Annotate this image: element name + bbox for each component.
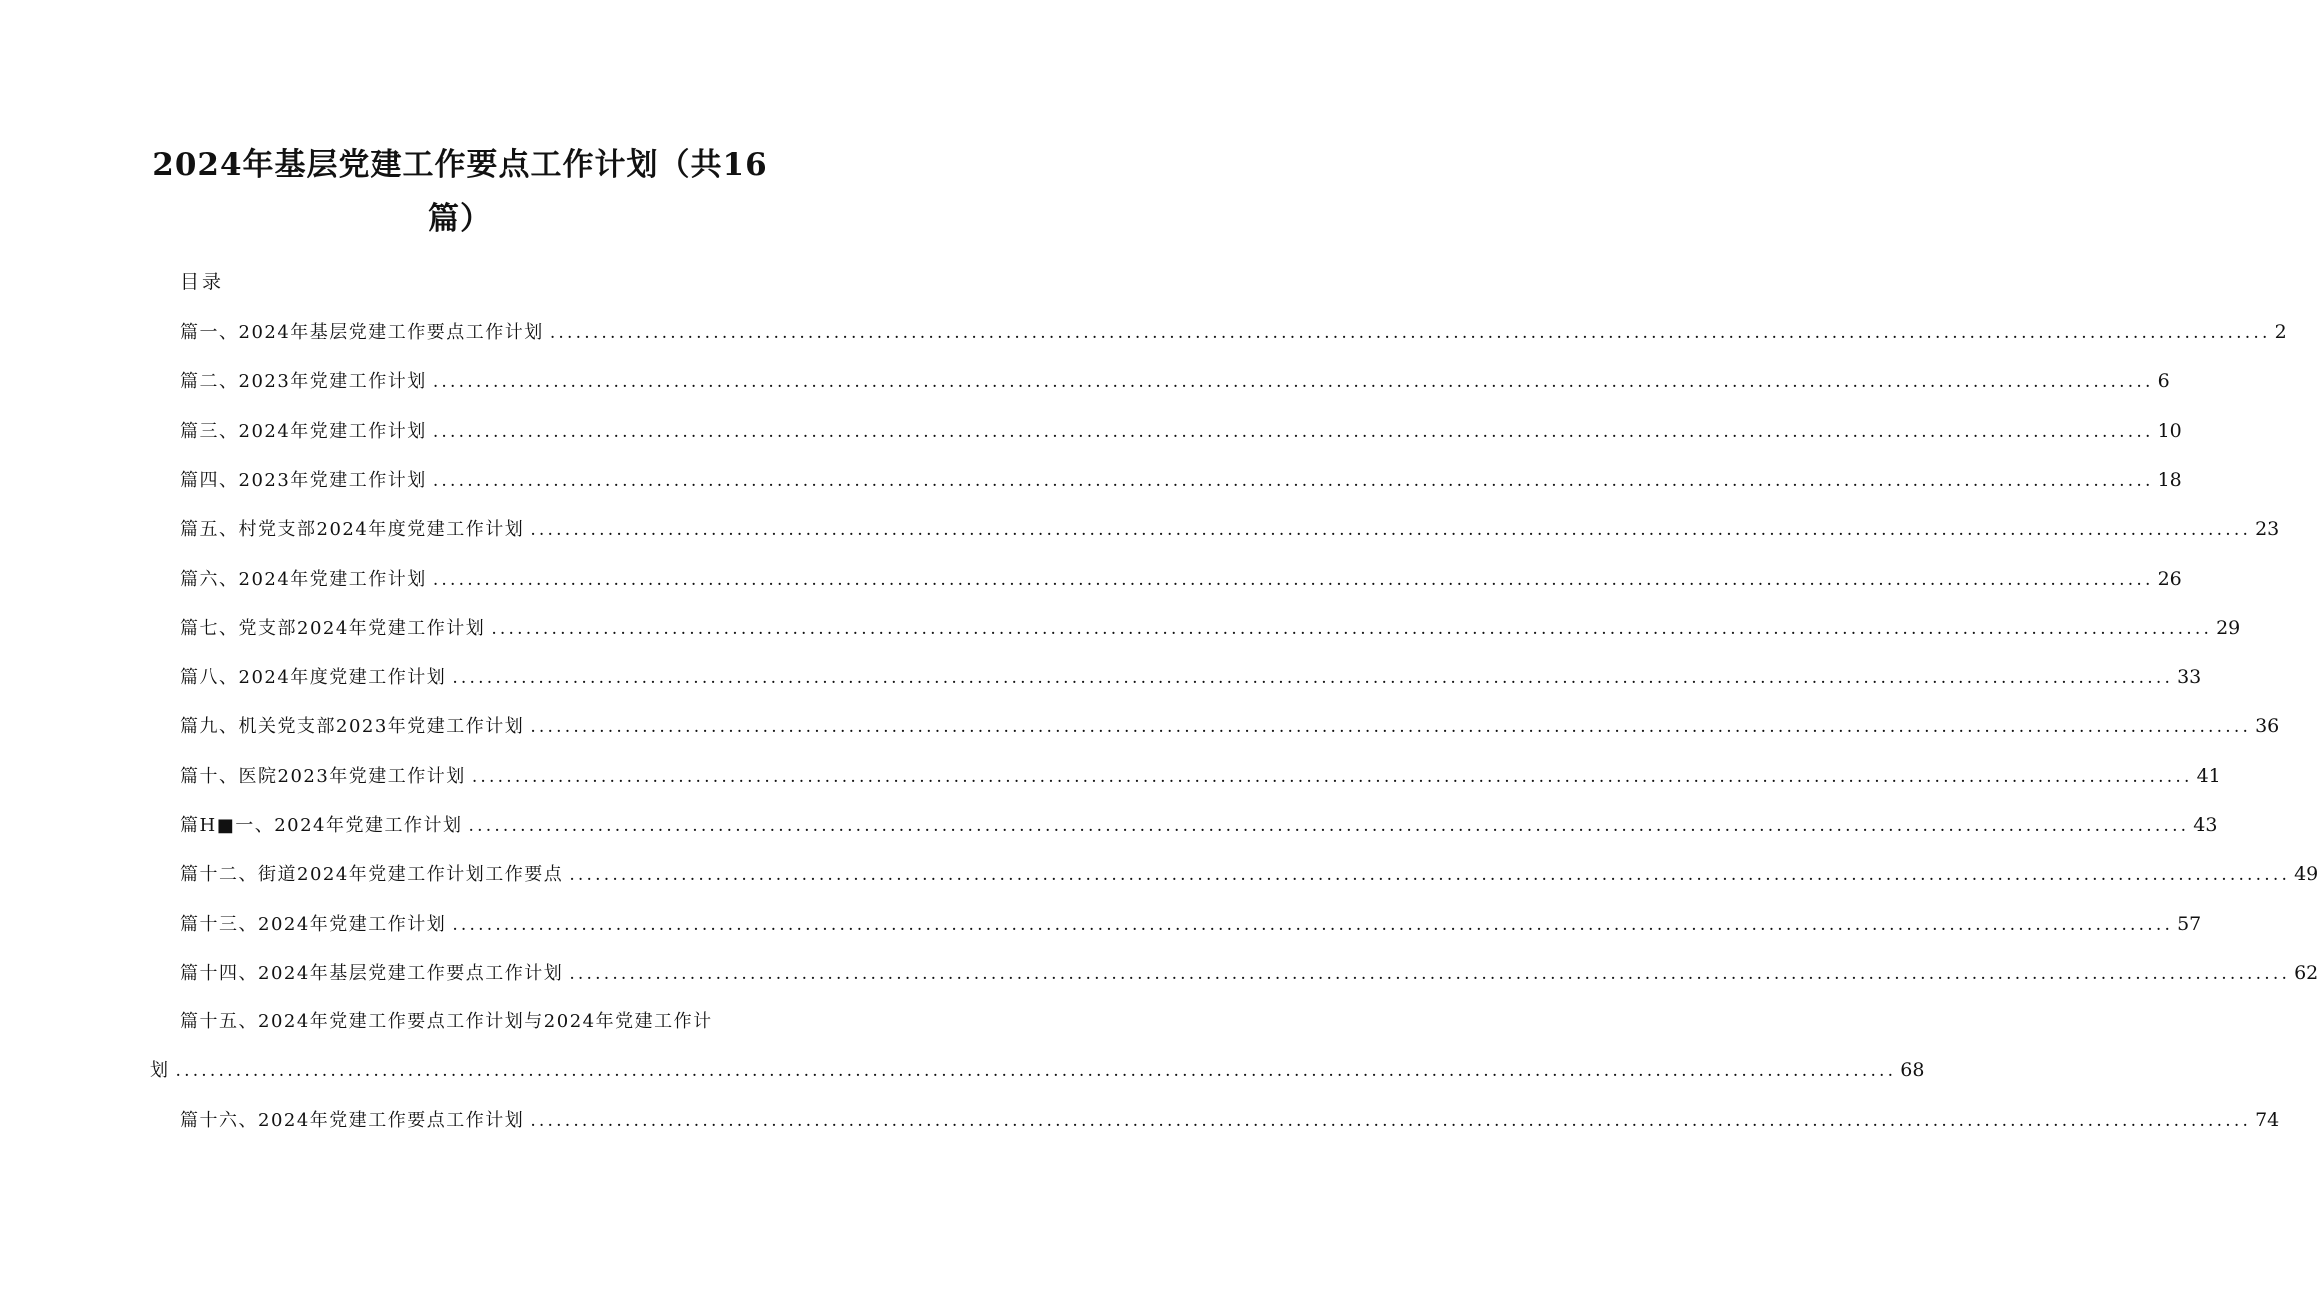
toc-page-number: 29: [2216, 616, 2241, 639]
toc-page-number: 18: [2157, 468, 2182, 491]
toc-entry-5[interactable]: [180, 515, 2280, 543]
toc-leader-dots: ........................................................................................................................................................................................................: [530, 520, 2252, 541]
toc-entry-label: 篇六、2024年党建工作计划: [180, 568, 427, 590]
toc-page-number: 57: [2177, 912, 2202, 935]
toc-entry-11[interactable]: [180, 811, 2218, 839]
toc-leader-dots: ........................................................................................................................................................................................................: [432, 470, 2154, 491]
toc-leader-dots: ........................................................................................................................................................................................................: [468, 816, 2190, 836]
title-line-2: 篇）: [428, 201, 492, 237]
toc-entry-label: 篇一、2024年基层党建工作要点工作计划: [180, 322, 544, 343]
toc-page-number: 36: [2255, 715, 2280, 738]
toc-entry-label: 篇十、医院2023年党建工作计划: [180, 765, 466, 787]
toc-leader-dots: ........................................................................................................................................................................................................: [530, 717, 2252, 738]
toc-page-number: 41: [2196, 764, 2221, 787]
toc-leader-dots: ........................................................................................................................................................................................................: [549, 323, 2271, 343]
toc-leader-dots: ........................................................................................................................................................................................................: [175, 1061, 1897, 1081]
toc-entry-3[interactable]: [180, 417, 2182, 445]
toc-entry-15-line-2[interactable]: [150, 1056, 1925, 1084]
toc-entry-label: 篇二、2023年党建工作计划: [180, 371, 427, 393]
title-line-1: 2024年基层党建工作要点工作计划（共16: [152, 147, 768, 183]
toc-leader-dots: ........................................................................................................................................................................................................: [530, 1111, 2252, 1131]
toc-entry-10[interactable]: [180, 762, 2221, 790]
toc-leader-dots: ........................................................................................................................................................................................................: [432, 569, 2154, 590]
toc-entry-2[interactable]: [180, 367, 2170, 395]
toc-entry-label: 篇四、2023年党建工作计划: [180, 469, 427, 491]
toc-entry-label: 篇三、2024年党建工作计划: [180, 420, 427, 442]
toc-entry-label: 篇十三、2024年党建工作计划: [180, 913, 447, 935]
toc-page-number: 23: [2255, 518, 2280, 541]
toc-leader-dots: ........................................................................................................................................................................................................: [452, 914, 2174, 935]
toc-entry-label: 篇五、村党支部2024年度党建工作计划: [180, 519, 525, 541]
toc-entry-label: 篇H■一、2024年党建工作计划: [180, 815, 463, 836]
toc-entry-16[interactable]: [180, 1106, 2280, 1134]
toc-leader-dots: ........................................................................................................................................................................................................: [452, 668, 2174, 689]
toc-leader-dots: ........................................................................................................................................................................................................: [491, 618, 2213, 639]
toc-page-number: 74: [2255, 1109, 2280, 1131]
toc-entry-label: 篇八、2024年度党建工作计划: [180, 667, 447, 689]
toc-entry-1[interactable]: [180, 318, 2287, 346]
toc-leader-dots: ........................................................................................................................................................................................................: [471, 766, 2193, 787]
document-title: [140, 138, 780, 246]
toc-page-number: 62: [2294, 961, 2318, 984]
toc-leader-dots: ........................................................................................................................................................................................................: [432, 421, 2154, 442]
toc-leader-dots: ........................................................................................................................................................................................................: [569, 963, 2291, 984]
toc-entry-label: 篇七、党支部2024年党建工作计划: [180, 617, 486, 639]
toc-entry-7[interactable]: [180, 614, 2241, 642]
toc-entry-label: 篇十六、2024年党建工作要点工作计划: [180, 1110, 525, 1131]
toc-entry-12[interactable]: [180, 860, 2318, 888]
toc-entry-label: 划: [150, 1060, 170, 1081]
toc-page-number: 33: [2177, 666, 2202, 689]
toc-leader-dots: ........................................................................................................................................................................................................: [432, 372, 2154, 393]
toc-page-number: 6: [2157, 370, 2170, 393]
toc-entry-8[interactable]: [180, 663, 2202, 691]
toc-entry-label: 篇十二、街道2024年党建工作计划工作要点: [180, 864, 564, 886]
toc-entry-label: 篇十四、2024年基层党建工作要点工作计划: [180, 962, 564, 984]
toc-heading: 目录: [180, 271, 225, 293]
toc-leader-dots: ........................................................................................................................................................................................................: [569, 865, 2291, 886]
toc-page-number: 68: [1900, 1059, 1925, 1081]
toc-page-number: 10: [2157, 419, 2182, 442]
toc-page-number: 26: [2157, 567, 2182, 590]
toc-entry-9[interactable]: [180, 712, 2280, 740]
toc-entry-4[interactable]: [180, 466, 2182, 494]
toc-page-number: 49: [2294, 863, 2318, 886]
toc-entry-15-line-1[interactable]: 篇十五、2024年党建工作要点工作计划与2024年党建工作计: [180, 1011, 713, 1032]
toc-entry-14[interactable]: [180, 959, 2318, 987]
toc-entry-label: 篇九、机关党支部2023年党建工作计划: [180, 716, 525, 738]
toc-page-number: 2: [2274, 321, 2287, 343]
toc-entry-13[interactable]: [180, 910, 2202, 938]
toc-page-number: 43: [2193, 814, 2218, 836]
toc-entry-6[interactable]: [180, 565, 2182, 593]
